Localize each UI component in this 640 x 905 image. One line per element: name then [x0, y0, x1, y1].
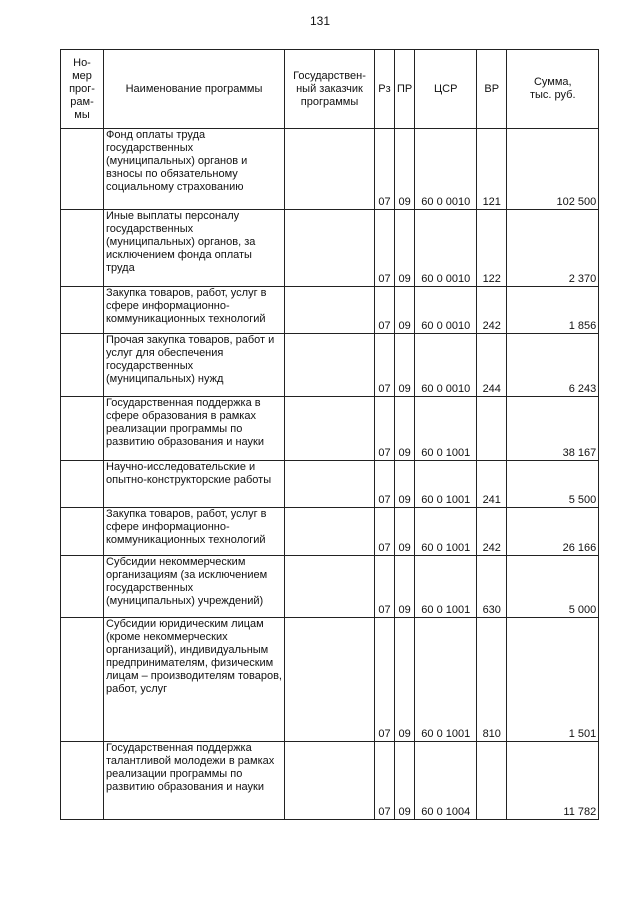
row-pr: 09	[395, 742, 415, 820]
table-row	[61, 287, 599, 334]
row-sum: 26 166	[507, 508, 599, 556]
table-row	[61, 397, 599, 461]
budget-table	[60, 49, 599, 820]
row-pr: 09	[395, 287, 415, 334]
row-rz: 07	[375, 508, 395, 556]
row-csr: 60 0 1004	[415, 742, 477, 820]
row-program-name: Государственная поддержка талантливой молодежи в рамках реализации программы по развитию образования и науки	[104, 742, 285, 820]
row-rz: 07	[375, 129, 395, 210]
row-program-name: Субсидии юридическим лицам (кроме некоммерческих организаций), индивидуальным предпринимателям, физическим лицам – производителям товаров, работ, услуг	[104, 618, 285, 742]
row-program-name: Субсидии некоммерческим организациям (за исключением государственных (муниципальных) учреждений)	[104, 556, 285, 618]
header-pr: ПР	[395, 50, 415, 129]
row-program-number	[61, 129, 104, 210]
table-row	[61, 210, 599, 287]
header-program-name: Наименование программы	[104, 50, 285, 129]
row-rz: 07	[375, 287, 395, 334]
row-csr: 60 0 1001	[415, 618, 477, 742]
row-state-customer	[285, 397, 375, 461]
row-vr: 242	[477, 508, 507, 556]
row-state-customer	[285, 461, 375, 508]
row-csr: 60 0 1001	[415, 556, 477, 618]
row-sum: 11 782	[507, 742, 599, 820]
row-csr: 60 0 0010	[415, 287, 477, 334]
row-sum: 38 167	[507, 397, 599, 461]
row-csr: 60 0 0010	[415, 129, 477, 210]
row-program-number	[61, 397, 104, 461]
table-row	[61, 742, 599, 820]
row-program-name: Государственная поддержка в сфере образования в рамках реализации программы по развитию образования и науки	[104, 397, 285, 461]
row-sum: 1 856	[507, 287, 599, 334]
row-pr: 09	[395, 556, 415, 618]
table-row	[61, 556, 599, 618]
row-program-name: Иные выплаты персоналу государственных (муниципальных) органов, за исключением фонда оплаты труда	[104, 210, 285, 287]
row-state-customer	[285, 742, 375, 820]
header-sum: Сумма, тыс. руб.	[507, 50, 599, 129]
row-sum: 6 243	[507, 334, 599, 397]
row-program-number	[61, 742, 104, 820]
row-state-customer	[285, 508, 375, 556]
row-sum: 5 500	[507, 461, 599, 508]
row-rz: 07	[375, 210, 395, 287]
row-vr: 810	[477, 618, 507, 742]
row-program-name: Фонд оплаты труда государственных (муниципальных) органов и взносы по обязательному социальному страхованию	[104, 129, 285, 210]
header-csr: ЦСР	[415, 50, 477, 129]
row-state-customer	[285, 129, 375, 210]
row-pr: 09	[395, 461, 415, 508]
row-csr: 60 0 0010	[415, 210, 477, 287]
row-pr: 09	[395, 397, 415, 461]
row-csr: 60 0 1001	[415, 461, 477, 508]
table-row	[61, 508, 599, 556]
row-state-customer	[285, 334, 375, 397]
row-state-customer	[285, 556, 375, 618]
header-rz: Рз	[375, 50, 395, 129]
row-sum: 102 500	[507, 129, 599, 210]
row-program-number	[61, 556, 104, 618]
row-program-number	[61, 461, 104, 508]
page-number: 131	[309, 14, 331, 28]
row-pr: 09	[395, 618, 415, 742]
row-program-name: Закупка товаров, работ, услуг в сфере информационно-коммуникационных технологий	[104, 508, 285, 556]
row-vr: 121	[477, 129, 507, 210]
row-pr: 09	[395, 210, 415, 287]
row-program-number	[61, 210, 104, 287]
row-rz: 07	[375, 334, 395, 397]
row-state-customer	[285, 287, 375, 334]
row-pr: 09	[395, 129, 415, 210]
row-rz: 07	[375, 556, 395, 618]
row-pr: 09	[395, 334, 415, 397]
row-csr: 60 0 0010	[415, 334, 477, 397]
row-program-number	[61, 618, 104, 742]
row-program-name: Прочая закупка товаров, работ и услуг для обеспечения государственных (муниципальных) нужд	[104, 334, 285, 397]
row-vr	[477, 397, 507, 461]
row-program-name: Научно-исследовательские и опытно-конструкторские работы	[104, 461, 285, 508]
row-csr: 60 0 1001	[415, 397, 477, 461]
header-vr: ВР	[477, 50, 507, 129]
row-vr: 242	[477, 287, 507, 334]
row-program-number	[61, 334, 104, 397]
header-program-number: Но- мер прог- рам- мы	[61, 50, 104, 129]
row-program-name: Закупка товаров, работ, услуг в сфере информационно-коммуникационных технологий	[104, 287, 285, 334]
row-rz: 07	[375, 397, 395, 461]
row-vr: 630	[477, 556, 507, 618]
row-sum: 1 501	[507, 618, 599, 742]
row-sum: 2 370	[507, 210, 599, 287]
table-row	[61, 334, 599, 397]
table-header-row	[61, 50, 599, 129]
row-csr: 60 0 1001	[415, 508, 477, 556]
row-program-number	[61, 508, 104, 556]
row-program-number	[61, 287, 104, 334]
row-vr: 122	[477, 210, 507, 287]
row-state-customer	[285, 210, 375, 287]
header-state-customer: Государствен- ный заказчик программы	[285, 50, 375, 129]
table-row	[61, 129, 599, 210]
table-row	[61, 618, 599, 742]
row-vr	[477, 742, 507, 820]
row-sum: 5 000	[507, 556, 599, 618]
row-rz: 07	[375, 742, 395, 820]
row-rz: 07	[375, 461, 395, 508]
row-rz: 07	[375, 618, 395, 742]
row-pr: 09	[395, 508, 415, 556]
row-vr: 241	[477, 461, 507, 508]
row-state-customer	[285, 618, 375, 742]
row-vr: 244	[477, 334, 507, 397]
table-row	[61, 461, 599, 508]
